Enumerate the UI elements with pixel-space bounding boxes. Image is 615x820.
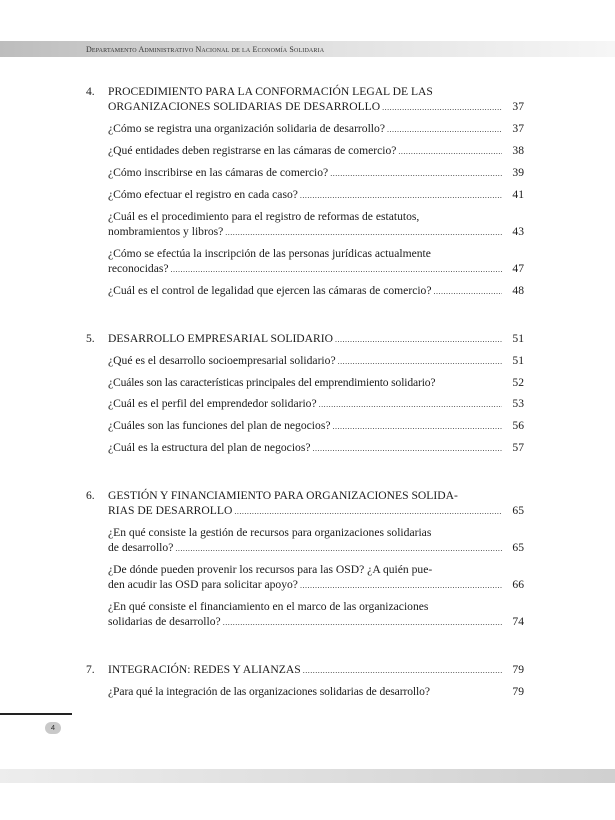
toc-item[interactable] xyxy=(86,353,524,369)
toc-section-4[interactable] xyxy=(86,84,524,115)
leader-dots xyxy=(332,419,502,434)
page-ref: 41 xyxy=(512,188,524,201)
item-text: ¿Qué entidades deben registrarse en las cámaras de comercio? xyxy=(108,144,397,157)
item-text: ¿Cómo efectuar el registro en cada caso? xyxy=(108,188,298,201)
item-text: ¿Cuáles son las funciones del plan de negocios? xyxy=(108,419,331,432)
toc-item[interactable] xyxy=(86,246,524,277)
item-text: ¿Cuál es la estructura del plan de negocios? xyxy=(108,441,311,454)
page-ref: 47 xyxy=(512,262,524,275)
toc-item[interactable] xyxy=(86,440,524,456)
page-marker-line xyxy=(0,713,72,715)
page-ref: 56 xyxy=(512,419,524,432)
page-ref: 66 xyxy=(512,578,524,591)
leader-dots xyxy=(300,188,502,203)
section-number: 4. xyxy=(86,85,95,98)
leader-dots xyxy=(434,284,503,299)
toc-item[interactable] xyxy=(86,562,524,593)
running-header: Departamento Administrativo Nacional de la Economía Solidaria xyxy=(86,45,325,54)
page-ref: 65 xyxy=(512,541,524,554)
page-ref: 52 xyxy=(512,376,524,389)
item-text: ¿Cuál es el perfil del emprendedor solidario? xyxy=(108,397,317,410)
page-ref: 48 xyxy=(512,284,524,297)
footer-band xyxy=(0,769,615,783)
page-ref: 39 xyxy=(512,166,524,179)
item-text-line1: ¿Cómo se efectúa la inscripción de las personas jurídicas actualmente xyxy=(108,247,431,260)
item-text: ¿Cómo se registra una organización solidaria de desarrollo? xyxy=(108,122,385,135)
section-title-line1: PROCEDIMIENTO PARA LA CONFORMACIÓN LEGAL DE LAS xyxy=(108,85,433,98)
toc-item[interactable] xyxy=(86,283,524,299)
item-text: ¿Para qué la integración de las organizaciones solidarias de desarrollo? xyxy=(108,685,430,698)
section-title: INTEGRACIÓN: REDES Y ALIANZAS xyxy=(108,663,301,676)
toc-item[interactable] xyxy=(86,599,524,630)
page-ref: 51 xyxy=(512,332,524,345)
toc-item[interactable] xyxy=(86,375,524,390)
section-title-line2: ORGANIZACIONES SOLIDARIAS DE DESARROLLO xyxy=(108,100,381,113)
leader-dots xyxy=(234,504,502,519)
page-ref: 43 xyxy=(512,225,524,238)
toc-item[interactable] xyxy=(86,143,524,159)
item-text: reconocidas? xyxy=(108,262,169,275)
toc-item[interactable] xyxy=(86,684,524,699)
page-ref: 79 xyxy=(512,685,524,698)
section-number: 5. xyxy=(86,332,95,345)
toc-section-7[interactable] xyxy=(86,662,524,678)
leader-dots xyxy=(387,122,502,137)
toc-section-5[interactable] xyxy=(86,331,524,347)
leader-dots xyxy=(382,100,502,115)
item-text-line1: ¿En qué consiste el financiamiento en el marco de las organizaciones xyxy=(108,600,429,613)
item-text: ¿Cómo inscribirse en las cámaras de comercio? xyxy=(108,166,329,179)
page-ref: 74 xyxy=(512,615,524,628)
leader-dots xyxy=(300,578,502,593)
leader-dots xyxy=(175,541,502,556)
item-text: den acudir las OSD para solicitar apoyo? xyxy=(108,578,298,591)
page-ref: 37 xyxy=(512,100,524,113)
table-of-contents xyxy=(86,84,524,699)
page-ref: 38 xyxy=(512,144,524,157)
leader-dots xyxy=(171,262,502,277)
leader-dots xyxy=(335,332,502,347)
page-ref: 65 xyxy=(512,504,524,517)
item-text: ¿Cuál es el control de legalidad que ejercen las cámaras de comercio? xyxy=(108,284,432,297)
toc-item[interactable] xyxy=(86,121,524,137)
leader-dots xyxy=(313,441,503,456)
leader-dots xyxy=(319,397,502,412)
item-text: ¿Cuáles son las características principales del emprendimiento solidario? xyxy=(108,376,436,389)
page-ref: 79 xyxy=(512,663,524,676)
toc-item[interactable] xyxy=(86,396,524,412)
leader-dots xyxy=(338,354,502,369)
leader-dots xyxy=(330,166,502,181)
item-text-line1: ¿Cuál es el procedimiento para el registro de reformas de estatutos, xyxy=(108,210,420,223)
section-title-line2: RIAS DE DESARROLLO xyxy=(108,504,233,517)
leader-dots xyxy=(303,663,502,678)
section-number: 7. xyxy=(86,663,95,676)
section-title: DESARROLLO EMPRESARIAL SOLIDARIO xyxy=(108,332,334,345)
toc-item[interactable] xyxy=(86,187,524,203)
page-number-badge: 4 xyxy=(45,722,61,734)
page-ref: 51 xyxy=(512,354,524,367)
item-text: solidarias de desarrollo? xyxy=(108,615,221,628)
toc-item[interactable] xyxy=(86,525,524,556)
toc-item[interactable] xyxy=(86,418,524,434)
item-text-line1: ¿De dónde pueden provenir los recursos para las OSD? ¿A quién pue- xyxy=(108,563,433,576)
item-text: de desarrollo? xyxy=(108,541,174,554)
toc-section-6[interactable] xyxy=(86,488,524,519)
toc-item[interactable] xyxy=(86,209,524,240)
page-ref: 53 xyxy=(512,397,524,410)
item-text: ¿Qué es el desarrollo socioempresarial solidario? xyxy=(108,354,336,367)
page-ref: 37 xyxy=(512,122,524,135)
leader-dots xyxy=(223,615,502,630)
page-ref: 57 xyxy=(512,441,524,454)
item-text: nombramientos y libros? xyxy=(108,225,224,238)
section-number: 6. xyxy=(86,489,95,502)
leader-dots xyxy=(398,144,502,159)
item-text-line1: ¿En qué consiste la gestión de recursos para organizaciones solidarias xyxy=(108,526,432,539)
leader-dots xyxy=(225,225,502,240)
toc-item[interactable] xyxy=(86,165,524,181)
section-title-line1: GESTIÓN Y FINANCIAMIENTO PARA ORGANIZACIONES SOLIDA- xyxy=(108,489,458,502)
